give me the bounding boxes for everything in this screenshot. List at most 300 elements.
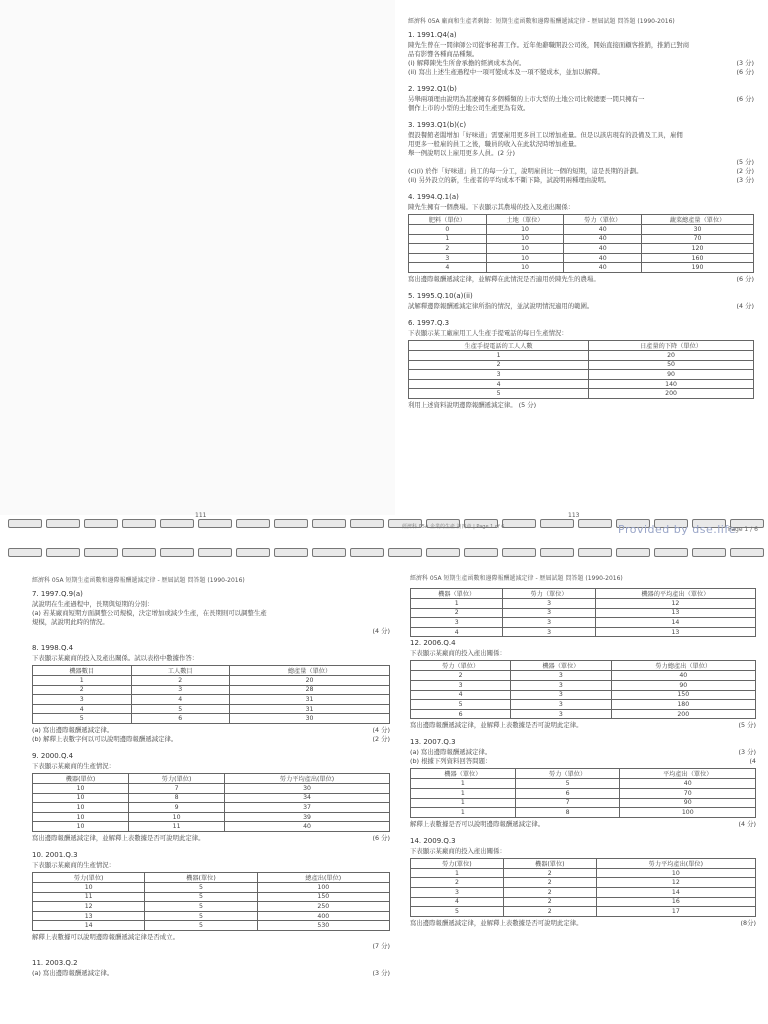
table-cell: 1: [409, 350, 589, 360]
table-row: [411, 808, 756, 818]
table-cell: 2: [409, 360, 589, 370]
question-block: [408, 31, 754, 77]
table-row: [411, 599, 756, 609]
table-row: [411, 798, 756, 808]
table-cell: 3: [411, 680, 511, 690]
binder-clip: [312, 548, 346, 557]
table-cell: 13: [595, 608, 755, 618]
table-row: [33, 902, 390, 912]
question-block: [32, 959, 390, 978]
table-cell: 50: [589, 360, 754, 370]
table-cell: 120: [642, 244, 754, 254]
table-cell: 10: [33, 822, 129, 832]
table-cell: 6: [411, 709, 511, 719]
marks-label: [748, 104, 754, 113]
table-cell: 200: [589, 389, 754, 399]
table-cell: 5: [131, 704, 230, 714]
table-cell: 3: [411, 618, 503, 628]
table-cell: 16: [596, 897, 755, 907]
table-cell: 31: [230, 695, 390, 705]
table-header-cell: 平均產出（單位）: [620, 769, 756, 779]
table-cell: 8: [129, 793, 225, 803]
table-cell: 10: [486, 263, 564, 273]
table-cell: 40: [564, 225, 642, 235]
question-text: 陳先生曾在一間律師公司從事秘書工作。近年他辭職開設公司後，開始直接面顧客推銷，推銷已對商: [408, 41, 690, 49]
table-row: [409, 234, 754, 244]
table-cell: 40: [564, 263, 642, 273]
question-block: [32, 851, 390, 951]
table-cell: 10: [486, 225, 564, 235]
table-cell: 200: [611, 709, 755, 719]
table-cell: 2: [503, 897, 596, 907]
question-title: 8. 1998.Q.4: [32, 644, 74, 652]
marks-label: (6 分): [372, 833, 390, 842]
table-cell: 3: [503, 608, 595, 618]
table-cell: 0: [409, 225, 487, 235]
table-header-cell: 勞力(單位): [129, 773, 225, 783]
table-header-row: [411, 589, 756, 599]
table-cell: 40: [564, 253, 642, 263]
table-cell: 12: [595, 599, 755, 609]
table-cell: 30: [230, 714, 390, 724]
data-table: [32, 872, 390, 931]
binder-clip: [350, 519, 384, 528]
table-row: [409, 389, 754, 399]
binder-clip: [502, 519, 536, 528]
blank-page-area: [0, 0, 395, 515]
table-row: [411, 878, 756, 888]
table-cell: 10: [129, 812, 225, 822]
table-cell: 150: [611, 690, 755, 700]
binder-clip: [540, 519, 574, 528]
answer-line: [408, 176, 754, 185]
answer-line: [32, 726, 390, 735]
table-cell: 5: [515, 779, 620, 789]
marks-label: (2 分): [372, 734, 390, 743]
marks-label: (4 分): [736, 301, 754, 310]
table-cell: 40: [620, 779, 756, 789]
table-header-cell: 機器(單位): [33, 773, 129, 783]
table-cell: 2: [503, 887, 596, 897]
marks-label: (4 分): [372, 627, 390, 635]
table-cell: 100: [620, 808, 756, 818]
question-text: 下表顯示某廠商的投入產出關係：: [410, 649, 506, 658]
table-cell: 40: [564, 234, 642, 244]
binder-clip: [464, 548, 498, 557]
table-row: [409, 350, 754, 360]
answer-text: 另舉兩項理由說明為甚麼擁有多個種類的上市大型的土地公司比較總要一間只擁有一: [408, 95, 645, 103]
table-header-row: [33, 773, 390, 783]
table-cell: 28: [230, 685, 390, 695]
answer-line: [410, 820, 756, 829]
binder-clip: [8, 519, 42, 528]
question-block: [408, 193, 754, 284]
table-header-cell: 勞力（單位）: [503, 589, 595, 599]
marks-label: [384, 933, 390, 942]
table-cell: 3: [511, 680, 611, 690]
table-row: [33, 783, 390, 793]
answer-text: (i) 解釋陳先生所會承擔的經濟成本為何。: [408, 59, 526, 67]
question-title: 9. 2000.Q.4: [32, 751, 74, 760]
table-cell: 11: [33, 892, 145, 902]
question-title: 5. 1995.Q.10(a)(ii): [408, 291, 473, 300]
answer-line: [408, 104, 754, 113]
question-block: [32, 590, 390, 636]
table-cell: 3: [511, 671, 611, 681]
binder-clip: [578, 519, 612, 528]
data-table: [32, 773, 390, 832]
table-cell: 3: [503, 618, 595, 628]
table-cell: 14: [595, 618, 755, 628]
table-row: [33, 812, 390, 822]
table-header-row: [411, 661, 756, 671]
data-table: [408, 214, 754, 273]
question-block: [410, 738, 756, 828]
table-header-cell: 勞力（單位）: [515, 769, 620, 779]
answer-text: 寫出邊際報酬遞減定律，並解釋上表數據是否可說明此定律。: [410, 721, 583, 730]
table-cell: 250: [257, 902, 389, 912]
answer-line: [408, 275, 754, 284]
answer-line: [32, 942, 390, 951]
binder-clip: [160, 548, 194, 557]
table-cell: 2: [411, 608, 503, 618]
table-cell: 2: [131, 676, 230, 686]
answer-text: 個作上市的小型的土地公司生產更為有效。: [408, 104, 530, 112]
exam-page-3: [402, 565, 764, 1024]
answer-text: (ii) 寫出上述生產過程中一項可變成本及一項不變成本，並加以解釋。: [408, 68, 604, 76]
table-cell: 3: [409, 370, 589, 380]
table-cell: 9: [129, 803, 225, 813]
table-row: [33, 822, 390, 832]
data-table: [32, 665, 390, 724]
binder-clip: [236, 548, 270, 557]
question-title: 6. 1997.Q.3: [408, 318, 450, 327]
answer-text: 寫出邊際報酬遞減定律，並解釋上表數據是否可說明此定律。: [32, 833, 205, 842]
page-label: Page 1 / 6: [728, 526, 758, 533]
answer-text: (a) 寫出邊際報酬遞減定律。: [32, 725, 114, 734]
question-title: 4. 1994.Q.1(a): [408, 193, 459, 201]
question-block: [408, 292, 754, 311]
table-cell: 6: [515, 788, 620, 798]
question-text: 下表顯示某廠商的生產情況：: [32, 761, 116, 770]
data-table: [408, 340, 754, 399]
table-cell: 5: [409, 389, 589, 399]
binder-clip: [84, 519, 118, 528]
page-number-left: 111: [195, 512, 207, 519]
answer-line: [32, 933, 390, 942]
page-header: 經濟科 05A 廠商和生產者剩餘：短期生產函數和邊際報酬遞減定律 - 歷屆試題 問答題 (1990-2016): [408, 18, 675, 25]
answer-line: [32, 735, 390, 744]
table-row: [33, 803, 390, 813]
question-block: [408, 121, 754, 185]
question-text: 下表顯示某廠商的生產情況：: [32, 860, 116, 869]
binder-clip: [426, 548, 460, 557]
table-cell: 5: [145, 911, 257, 921]
marks-label: (6 分): [736, 95, 754, 103]
answer-text: 利用上述資料說明邊際報酬遞減定律。 (5 分): [408, 400, 537, 409]
table-cell: 4: [411, 897, 504, 907]
marks-label: (2 分): [736, 167, 754, 175]
question-title: 11. 2003.Q.2: [32, 958, 78, 967]
table-cell: 140: [589, 379, 754, 389]
table-header-cell: 勞力(單位): [33, 872, 145, 882]
binder-clip: [540, 548, 574, 557]
binder-clip: [122, 548, 156, 557]
table-row: [33, 695, 390, 705]
table-cell: 30: [225, 783, 390, 793]
page-header: 經濟科 05A 短期生產函數和邊際報酬遞減定律 - 歷屆試題 問答題 (1990-2016): [410, 575, 623, 582]
table-cell: 39: [225, 812, 390, 822]
answer-line: [408, 59, 754, 68]
exam-page-2: [0, 565, 398, 1024]
continued-table: [410, 588, 756, 637]
table-header-cell: 蔬菜總產量（單位）: [642, 215, 754, 225]
table-row: [409, 225, 754, 235]
marks-label: (3 分): [736, 59, 754, 67]
table-cell: 40: [225, 822, 390, 832]
table-cell: 10: [486, 253, 564, 263]
answer-text: 解釋上表數據是否可以說明邊際報酬遞減定律。: [410, 819, 545, 828]
answer-text: 寫出邊際報酬遞減定律，並解釋上表數據是否可說明此定律。: [410, 918, 583, 927]
table-header-cell: 機器（單位）: [411, 589, 503, 599]
table-cell: 400: [257, 911, 389, 921]
table-header-row: [33, 666, 390, 676]
table-cell: 5: [33, 714, 132, 724]
table-cell: 3: [503, 599, 595, 609]
binder-clip: [274, 548, 308, 557]
binder-clip: [46, 519, 80, 528]
table-cell: 3: [409, 253, 487, 263]
question-title: 7. 1997.Q.9(a): [32, 590, 83, 598]
table-cell: 1: [411, 599, 503, 609]
answer-text: 試解釋邊際報酬遞減定律所指的情況，並試說明情況適用的範圍。: [408, 301, 594, 310]
table-cell: 5: [145, 902, 257, 912]
marks-label: (7 分): [372, 941, 390, 950]
table-header-cell: 勞力總產出（單位）: [611, 661, 755, 671]
table-row: [33, 921, 390, 931]
binder-clip: [616, 548, 650, 557]
table-header-row: [411, 858, 756, 868]
question-block: [408, 319, 754, 410]
question-title: 10. 2001.Q.3: [32, 850, 78, 859]
answer-text: (c)(i) 於作「好味道」員工的每一分工，說明雇員比一個的短期，這是長期的計劃。: [408, 167, 643, 175]
table-row: [33, 714, 390, 724]
marks-label: (5 分): [738, 721, 756, 730]
data-table: [410, 660, 756, 719]
question-text: (a) 若某廠商短期方面調整公司規模，決定增加或減少生產，在長期則可以調整生產: [32, 609, 267, 617]
table-cell: 1: [411, 798, 516, 808]
binder-clip: [692, 548, 726, 557]
data-table: [410, 768, 756, 817]
table-header-cell: 勞力（單位）: [564, 215, 642, 225]
exam-page-1: [400, 0, 762, 515]
table-cell: 8: [515, 808, 620, 818]
table-cell: 180: [611, 700, 755, 710]
table-header-row: [33, 872, 390, 882]
answer-line: [410, 919, 756, 928]
table-row: [409, 370, 754, 380]
question-text: 陳先生擁有一個農場。下表顯示其農場的投入及產出關係：: [408, 203, 575, 211]
table-cell: 1: [409, 234, 487, 244]
table-cell: 150: [257, 892, 389, 902]
question-list: [410, 639, 756, 927]
table-header-row: [409, 340, 754, 350]
marks-label: (4 分): [738, 819, 756, 828]
question-block: [410, 837, 756, 928]
table-cell: 90: [589, 370, 754, 380]
answer-text: 解釋上表數據可以說明邊際報酬遞減定律是否成立。: [32, 932, 179, 941]
table-cell: 2: [411, 671, 511, 681]
table-header-cell: 機器（單位）: [511, 661, 611, 671]
question-title: 13. 2007.Q.3: [410, 738, 456, 747]
table-row: [33, 892, 390, 902]
table-cell: 3: [503, 627, 595, 637]
answer-line: [408, 302, 754, 311]
table-cell: 530: [257, 921, 389, 931]
question-title: 3. 1993.Q1(b)(c): [408, 121, 467, 129]
answer-text: 寫出邊際報酬遞減定律，並解釋在此情況是否適用於陳先生的農場。: [408, 274, 600, 283]
binder-clip: [160, 519, 194, 528]
table-cell: 5: [145, 921, 257, 931]
table-row: [411, 709, 756, 719]
question-text: 用更多一般雇的員工之後，職員的收入在此狀況時增加產量。: [408, 140, 581, 148]
table-cell: 1: [411, 868, 504, 878]
binder-clip: [46, 548, 80, 557]
table-row: [409, 253, 754, 263]
answer-line: [410, 757, 756, 766]
question-text: 規模，試說明此時的情況。: [32, 618, 109, 626]
marks-label: (6 分): [736, 274, 754, 283]
answer-line: [32, 969, 390, 978]
answer-line: [408, 401, 754, 410]
answer-text: (ii) 另外設立的新，生產者的平均成本不斷下降，試說明兩種理由說明。: [408, 176, 611, 184]
binder-clip: [388, 548, 422, 557]
table-cell: 7: [129, 783, 225, 793]
table-cell: 3: [511, 709, 611, 719]
table-cell: 5: [145, 882, 257, 892]
table-row: [409, 379, 754, 389]
binder-clip: [654, 548, 688, 557]
table-row: [411, 868, 756, 878]
table-row: [411, 788, 756, 798]
table-header-cell: 勞力(單位): [411, 858, 504, 868]
table-cell: 13: [595, 627, 755, 637]
table-cell: 10: [33, 803, 129, 813]
page-header: 經濟科 05A 短期生產函數和邊際報酬遞減定律 - 歷屆試題 問答題 (1990-2016): [32, 577, 245, 584]
table-cell: 13: [33, 911, 145, 921]
table-cell: 37: [225, 803, 390, 813]
binder-clip: [578, 548, 612, 557]
table-header-cell: 機器（單位）: [411, 769, 516, 779]
table-header-cell: 工人數目: [131, 666, 230, 676]
binder-clip: [236, 519, 270, 528]
table-cell: 70: [620, 788, 756, 798]
question-list: [32, 590, 390, 978]
question-text: 品有影響各種商品種類。: [408, 50, 479, 58]
table-row: [411, 680, 756, 690]
answer-line: [410, 721, 756, 730]
table-cell: 3: [511, 690, 611, 700]
table-row: [33, 704, 390, 714]
table-header-cell: 勞力平均產出(單位): [596, 858, 755, 868]
answer-line: [32, 627, 390, 636]
provided-by-watermark[interactable]: Provided by dse.life: [618, 523, 736, 536]
binder-clip: [350, 548, 384, 557]
table-header-cell: 總產出(單位): [257, 872, 389, 882]
question-text: 下表顯示某廠商的投入產出關係：: [410, 846, 506, 855]
table-header-cell: 生產手提電話的工人人數: [409, 340, 589, 350]
table-row: [411, 907, 756, 917]
table-cell: 5: [411, 907, 504, 917]
table-cell: 2: [409, 244, 487, 254]
table-cell: 40: [611, 671, 755, 681]
table-cell: 190: [642, 263, 754, 273]
marks-label: (6 分): [736, 68, 754, 76]
table-cell: 1: [33, 676, 132, 686]
table-cell: 10: [33, 793, 129, 803]
question-block: [410, 639, 756, 730]
table-row: [411, 627, 756, 637]
table-cell: 14: [596, 887, 755, 897]
page-number-right: 113: [568, 512, 580, 519]
table-cell: 10: [596, 868, 755, 878]
table-row: [411, 897, 756, 907]
question-title: 12. 2006.Q.4: [410, 639, 456, 648]
table-cell: 7: [515, 798, 620, 808]
marks-label: [748, 401, 754, 410]
table-header-cell: 勞力平均產出(單位): [225, 773, 390, 783]
question-title: 2. 1992.Q1(b): [408, 85, 457, 93]
table-cell: 12: [596, 878, 755, 888]
table-row: [411, 700, 756, 710]
question-text: 假設餐館老闆增加「好味道」需要雇用更多員工以增加產量。但是以該店現有的設備及工具，雇佣: [408, 131, 683, 139]
answer-text: (b) 根據下列資料回答問題：: [410, 757, 492, 766]
table-cell: 20: [589, 350, 754, 360]
table-cell: 31: [230, 704, 390, 714]
table-row: [409, 360, 754, 370]
answer-text: (a) 寫出邊際報酬遞減定律。: [410, 748, 492, 757]
marks-label: (4: [749, 757, 756, 766]
question-block: [32, 644, 390, 744]
answer-text: (a) 寫出邊際報酬遞減定律。: [32, 968, 114, 977]
table-header-cell: 總產量（單位）: [230, 666, 390, 676]
question-block: [408, 85, 754, 113]
answer-line: [410, 748, 756, 757]
binder-clip: [198, 548, 232, 557]
table-cell: 12: [33, 902, 145, 912]
table-cell: 2: [503, 868, 596, 878]
table-row: [409, 263, 754, 273]
table-cell: 10: [33, 882, 145, 892]
table-cell: 40: [564, 244, 642, 254]
question-title: 14. 2009.Q.3: [410, 836, 456, 845]
answer-text: (b) 解釋上表數字何以可以說明邊際報酬遞減定律。: [32, 734, 178, 743]
table-row: [33, 685, 390, 695]
table-cell: 2: [411, 878, 504, 888]
data-table: [410, 588, 756, 637]
table-cell: 11: [129, 822, 225, 832]
table-header-row: [411, 769, 756, 779]
question-text: 試說明在生產過程中，長期與短期的分別：: [32, 600, 154, 608]
question-text: 下表顯示某工廠雇用工人生產手提電話的每日生產情況：: [408, 328, 568, 337]
table-row: [411, 690, 756, 700]
table-cell: 90: [620, 798, 756, 808]
question-text: 下表顯示某廠商的投入及產出關係。試以表格中數據作答：: [32, 654, 199, 662]
table-cell: 34: [225, 793, 390, 803]
table-cell: 17: [596, 907, 755, 917]
table-cell: 2: [503, 878, 596, 888]
question-title: 1. 1991.Q4(a): [408, 31, 457, 39]
